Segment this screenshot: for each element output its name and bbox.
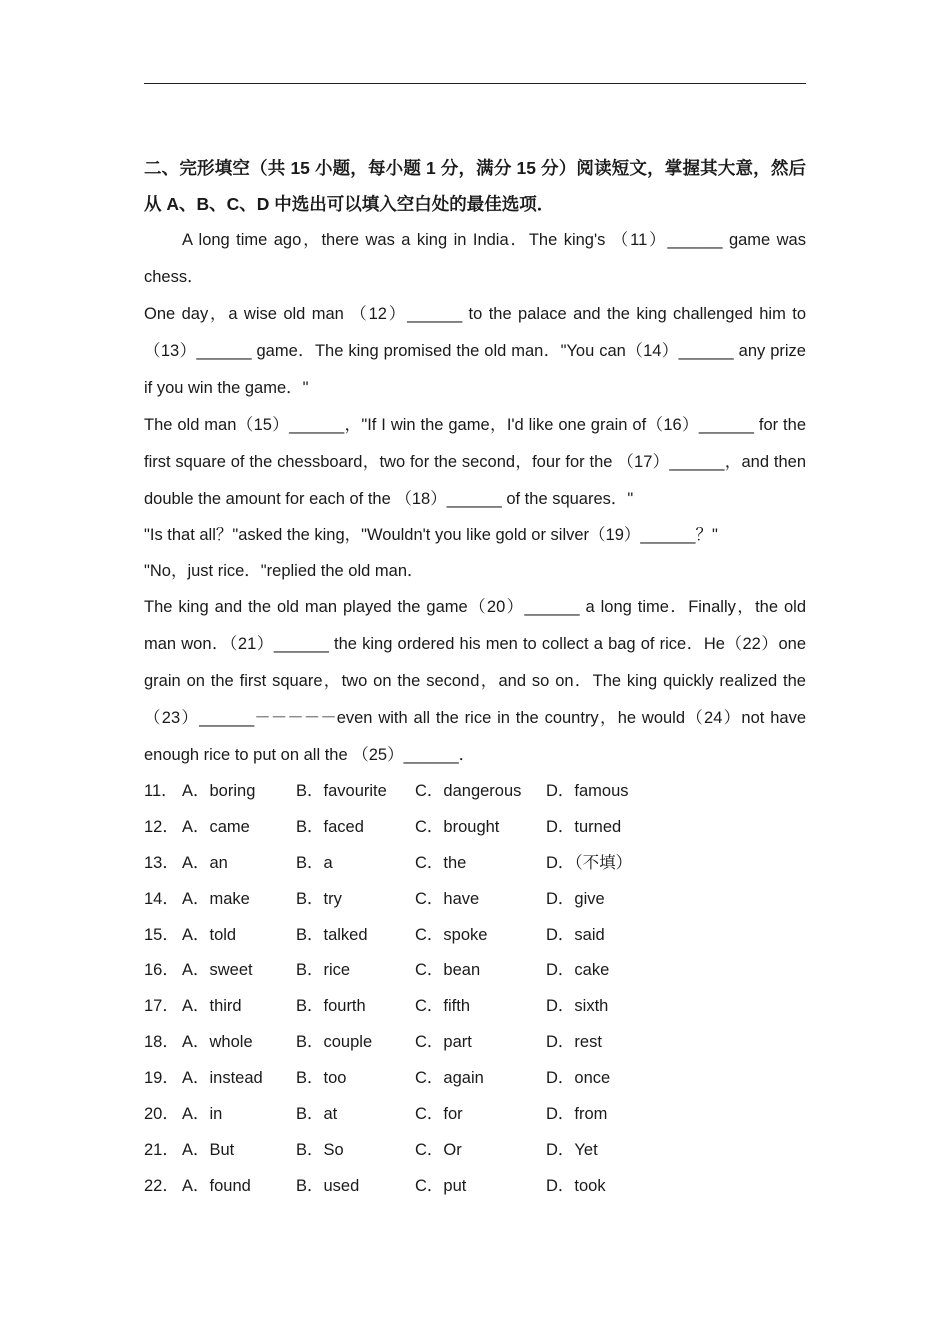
option-b: B．faced (296, 817, 364, 836)
question-number: 19． (144, 1069, 179, 1088)
question-number: 11． (144, 782, 178, 800)
option-a: A．in (182, 1105, 223, 1124)
option-d: D．cake (546, 961, 610, 980)
answer-options (144, 774, 806, 1205)
question-options-row (144, 1061, 806, 1097)
option-c: C．spoke (415, 925, 488, 944)
option-d: D．from (546, 1105, 608, 1124)
passage-paragraph: "Is that all？"asked the king，"Wouldn't you like gold or silver（19）______？" (144, 526, 718, 544)
question-number: 17． (144, 997, 179, 1016)
question-options-row (144, 989, 806, 1025)
question-number: 13． (144, 853, 179, 872)
question-options-row (144, 774, 806, 810)
option-a: A．make (182, 889, 250, 908)
question-options-row (144, 918, 806, 954)
question-options-row (144, 810, 806, 846)
option-a: A．But (182, 1140, 235, 1159)
question-number: 15． (144, 925, 179, 944)
question-options-row (144, 882, 806, 918)
option-c: C．Or (415, 1140, 462, 1159)
passage-paragraph: A long time ago，there was a king in India．The king's （11）______ game was chess． (144, 231, 806, 286)
section-heading: 二、完形填空（共 15 小题，每小题 1 分，满分 15 分）阅读短文，掌握其大意，然后从 A、B、C、D 中选出可以填入空白处的最佳选项． (144, 158, 806, 214)
option-a: A．whole (182, 1033, 253, 1052)
option-b: B．rice (296, 961, 351, 980)
exam-section (144, 150, 806, 1205)
question-number: 12． (144, 817, 179, 836)
option-b: B．too (296, 1069, 347, 1088)
option-c: C．dangerous (415, 782, 522, 800)
option-d: D．rest (546, 1033, 602, 1052)
option-a: A．sweet (182, 961, 253, 980)
option-b: B．a (296, 853, 333, 872)
option-a: A．boring (182, 782, 256, 800)
question-number: 16． (144, 961, 179, 980)
question-number: 14． (144, 889, 179, 908)
question-options-row (144, 846, 806, 882)
passage-paragraph: The king and the old man played the game（20）______ a long time．Finally，the old man won．（21）______ the king ordered his men to collect a bag of rice．He（22）one grain on the first square，two on the second，and so on．The king quickly realized the（23）______－－－－－even with all the rice in the country，he would（24）not have enough rice to put on all the （25）______． (144, 598, 806, 764)
option-d: D．Yet (546, 1140, 598, 1159)
question-number: 20． (144, 1105, 179, 1124)
option-a: A．an (182, 853, 228, 872)
option-c: C．bean (415, 961, 481, 980)
question-number: 18． (144, 1033, 179, 1052)
header-rule (144, 83, 806, 84)
option-b: B．couple (296, 1033, 373, 1052)
option-c: C．brought (415, 817, 500, 836)
option-b: B．used (296, 1176, 360, 1195)
option-c: C．fifth (415, 997, 471, 1016)
option-a: A．found (182, 1176, 251, 1195)
option-a: A．third (182, 997, 242, 1016)
question-options-row (144, 1025, 806, 1061)
question-number: 22． (144, 1176, 179, 1195)
question-options-row (144, 1133, 806, 1169)
option-c: C．for (415, 1105, 463, 1124)
question-number: 21． (144, 1140, 179, 1159)
passage-paragraph: "No，just rice．"replied the old man． (144, 561, 424, 580)
cloze-passage (144, 222, 806, 774)
option-b: B．try (296, 889, 342, 908)
option-b: B．So (296, 1140, 344, 1159)
option-c: C．the (415, 853, 467, 872)
option-b: B．at (296, 1105, 338, 1124)
option-c: C．have (415, 889, 480, 908)
option-a: A．instead (182, 1069, 263, 1088)
option-c: C．again (415, 1069, 484, 1088)
question-options-row (144, 953, 806, 989)
option-a: A．came (182, 817, 250, 836)
option-c: C．put (415, 1176, 467, 1195)
passage-paragraph: The old man（15）______，"If I win the game，I'd like one grain of（16）______ for the first square of the chessboard，two for the second，four for the （17）______，and then double the amount for each of the （18）______ of the squares．" (144, 416, 806, 508)
option-b: B．fourth (296, 997, 366, 1016)
question-options-row (144, 1169, 806, 1205)
passage-paragraph: One day，a wise old man （12）______ to the palace and the king challenged him to （13）______ game．The king promised the old man．"You can（14）______ any prize if you win the game．" (144, 305, 806, 397)
option-a: A．told (182, 925, 237, 944)
option-c: C．part (415, 1033, 472, 1052)
option-b: B．talked (296, 925, 368, 944)
option-d: D．famous (546, 782, 629, 800)
option-d: D．（不填） (546, 853, 633, 872)
question-options-row (144, 1097, 806, 1133)
option-d: D．once (546, 1069, 611, 1088)
option-d: D．turned (546, 817, 622, 836)
option-d: D．took (546, 1176, 606, 1195)
option-d: D．said (546, 925, 605, 944)
option-d: D．give (546, 889, 605, 908)
option-b: B．favourite (296, 782, 387, 800)
option-d: D．sixth (546, 997, 609, 1016)
